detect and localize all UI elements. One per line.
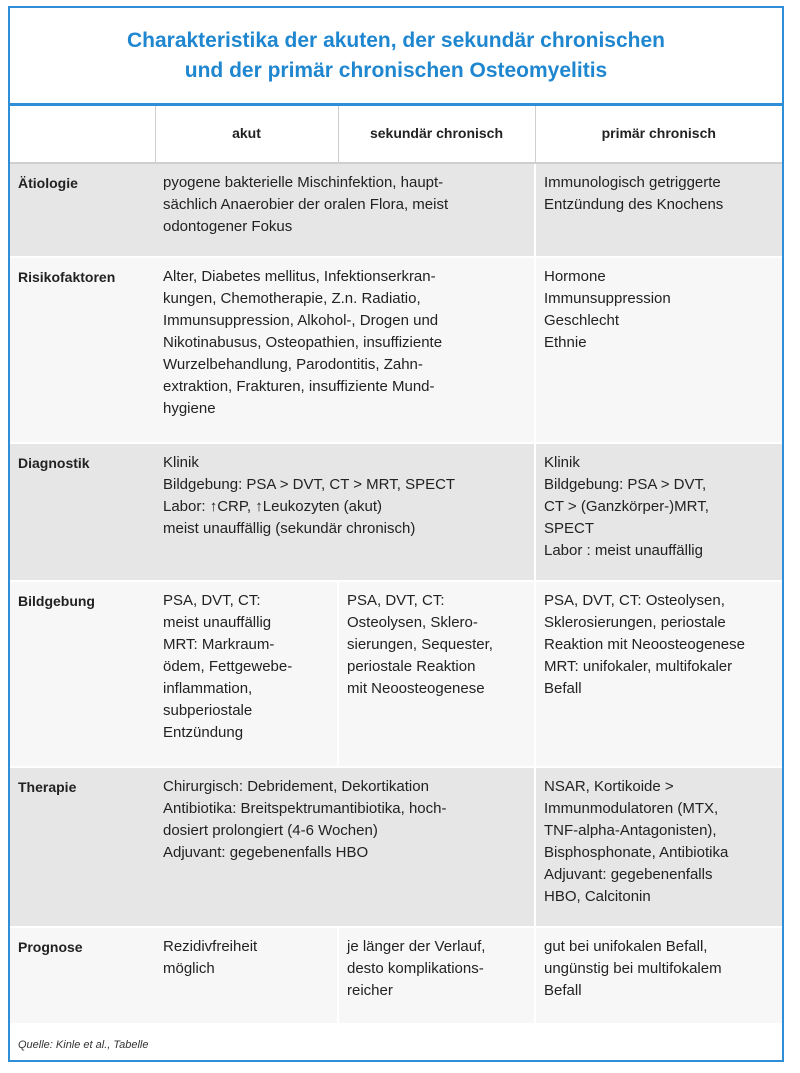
source-note: Quelle: Kinle et al., Tabelle (10, 1023, 782, 1051)
row-label: Prognose (10, 927, 155, 1023)
header-akut: akut (155, 106, 338, 163)
header-sekundaer-chronisch: sekundär chronisch (338, 106, 535, 163)
cell-akut-sekundaer: Chirurgisch: Debridement, Dekortikation Antibiotika: Breitspektrumantibiotika, hoch- dosiert prolongiert (4-6 Wochen) Adjuvant: gegebenenfalls HBO (155, 767, 535, 927)
table-frame (8, 6, 784, 1062)
cell-primaer: NSAR, Kortikoide > Immunmodulatoren (MTX, TNF-alpha-Antagonisten), Bisphosphonate, Antibiotika Adjuvant: gegebenenfalls HBO, Calcitonin (535, 767, 782, 927)
header-primaer-chronisch: primär chronisch (535, 106, 782, 163)
row-label: Diagnostik (10, 443, 155, 581)
row-bildgebung (10, 581, 782, 767)
cell-primaer: Hormone Immunsuppression Geschlecht Ethnie (535, 257, 782, 443)
row-therapie (10, 767, 782, 927)
cell-primaer: PSA, DVT, CT: Osteolysen, Sklerosierungen, periostale Reaktion mit Neoosteogenese MRT: unifokaler, multifokaler Befall (535, 581, 782, 767)
row-label: Ätiologie (10, 163, 155, 257)
header-empty-cell (10, 106, 155, 163)
cell-akut: Rezidivfreiheit möglich (155, 927, 338, 1023)
table-title (10, 8, 782, 106)
cell-sekundaer: PSA, DVT, CT: Osteolysen, Sklero- sierungen, Sequester, periostale Reaktion mit Neoosteogenese (338, 581, 535, 767)
row-label: Bildgebung (10, 581, 155, 767)
cell-primaer: gut bei unifokalen Befall, ungünstig bei multifokalem Befall (535, 927, 782, 1023)
row-risikofaktoren (10, 257, 782, 443)
cell-akut-sekundaer: Alter, Diabetes mellitus, Infektionserkran- kungen, Chemotherapie, Z.n. Radiatio, Immunsuppression, Alkohol-, Drogen und Nikotinabusus, Osteopathien, insuffiziente Wurzelbehandlung, Parodontitis, Zahn- extraktion, Frakturen, insuffiziente Mund- hygiene (155, 257, 535, 443)
row-diagnostik (10, 443, 782, 581)
row-aetiologie (10, 163, 782, 257)
row-label: Therapie (10, 767, 155, 927)
row-prognose (10, 927, 782, 1023)
cell-primaer: Klinik Bildgebung: PSA > DVT, CT > (Ganzkörper-)MRT, SPECT Labor : meist unauffällig (535, 443, 782, 581)
cell-akut-sekundaer: pyogene bakterielle Mischinfektion, haupt- sächlich Anaerobier der oralen Flora, meist odontogener Fokus (155, 163, 535, 257)
row-label: Risikofaktoren (10, 257, 155, 443)
cell-akut-sekundaer: Klinik Bildgebung: PSA > DVT, CT > MRT, SPECT Labor: ↑CRP, ↑Leukozyten (akut) meist unauffällig (sekundär chronisch) (155, 443, 535, 581)
cell-akut: PSA, DVT, CT: meist unauffällig MRT: Markraum- ödem, Fettgewebe- inflammation, subperiostale Entzündung (155, 581, 338, 767)
cell-primaer: Immunologisch getriggerte Entzündung des Knochens (535, 163, 782, 257)
title-line-1: Charakteristika der akuten, der sekundär chronischen (126, 29, 666, 52)
header-row (10, 106, 782, 163)
title-line-2: und der primär chronischen Osteomyelitis (184, 59, 608, 82)
cell-sekundaer: je länger der Verlauf, desto komplikations- reicher (338, 927, 535, 1023)
comparison-table (10, 106, 782, 1023)
